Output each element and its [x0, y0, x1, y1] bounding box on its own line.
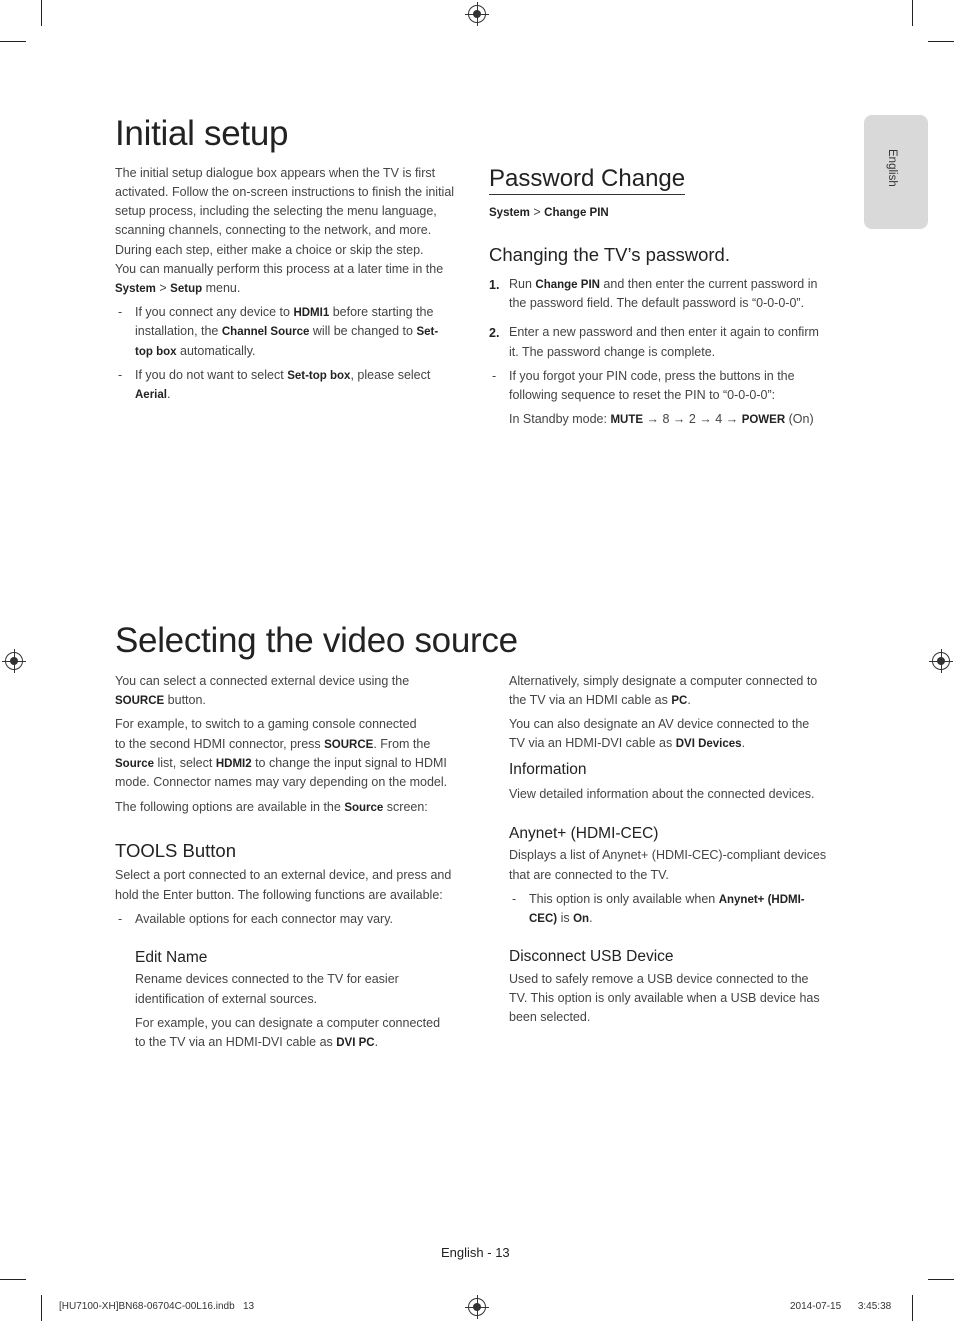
text-span: .: [687, 693, 691, 707]
text-line: For example, to switch to a gaming console connected: [115, 717, 417, 731]
edit-name-title: Edit Name: [135, 949, 208, 966]
text-span: screen:: [383, 800, 428, 814]
step-number: 1.: [489, 278, 500, 292]
crop-mark: [912, 1295, 913, 1321]
text-line: You can select a connected external device using the: [115, 674, 410, 688]
text-line: that are connected to the TV.: [509, 868, 669, 882]
bullet-dash: -: [118, 912, 123, 926]
text-span: menu.: [202, 281, 241, 295]
path-separator: >: [155, 281, 171, 295]
breadcrumb: [489, 203, 609, 224]
registration-mark-icon: [468, 5, 486, 23]
channel-source-label: Channel Source: [221, 326, 310, 338]
text-line: [115, 735, 430, 756]
text-span: If you connect any device to: [135, 305, 294, 319]
text-line: TV. This option is only available when a USB device has: [509, 991, 820, 1005]
note-line: [135, 385, 170, 406]
note-line: [529, 909, 593, 930]
step-line: [509, 275, 817, 296]
text-span: to the second HDMI connector, press: [115, 737, 325, 751]
text-span: .: [741, 736, 746, 750]
text-line: Displays a list of Anynet+ (HDMI-CEC)-compliant devices: [509, 848, 827, 862]
text-span: the TV via an HDMI cable as: [509, 693, 672, 707]
note-line: [135, 303, 433, 324]
text-span: This option is only available when: [529, 892, 719, 906]
text-span: Run: [509, 277, 536, 291]
text-span: and then enter the current password in: [599, 277, 818, 291]
note-line: [135, 342, 256, 363]
text-line: [115, 691, 206, 712]
text-span: before starting the: [329, 305, 434, 319]
text-line: setup process, including the selecting the menu language,: [115, 204, 437, 218]
change-pin-label: Change PIN: [535, 279, 600, 291]
text-line: [135, 1033, 378, 1054]
text-span: button.: [164, 693, 206, 707]
text-line: During each step, either make a choice or skip the step.: [115, 243, 424, 257]
text-span: will be changed to: [309, 324, 417, 338]
registration-mark-icon: [932, 652, 950, 670]
bullet-dash: -: [492, 369, 497, 383]
text-line: You can also designate an AV device connected to the: [509, 717, 810, 731]
text-span: .: [166, 387, 171, 401]
text-line: Select a port connected to an external device, and press and: [115, 868, 452, 882]
menu-path: [115, 279, 240, 300]
crumb-system: System: [489, 207, 530, 219]
step-line: it. The password change is complete.: [509, 345, 716, 359]
video-source-title: Selecting the video source: [115, 621, 518, 660]
step-number: 2.: [489, 326, 500, 340]
text-span: .: [589, 911, 593, 925]
dvi-devices-label: DVI Devices: [675, 738, 742, 750]
crop-mark: [41, 0, 42, 26]
text-line: [509, 734, 745, 755]
text-line: View detailed information about the connected devices.: [509, 787, 815, 801]
note-line: [529, 890, 805, 911]
crop-mark: [0, 41, 26, 42]
note-line: following sequence to reset the PIN to “0-0-0-0”:: [509, 388, 776, 402]
text-span: → 8 → 2 → 4 →: [643, 412, 742, 426]
text-span: In Standby mode:: [509, 412, 611, 426]
anynet-title: Anynet+ (HDMI-CEC): [509, 825, 659, 842]
file-info: [HU7100-XH]BN68-06704C-00L16.indb 13: [59, 1301, 255, 1312]
text-line: For example, you can designate a computer connected: [135, 1016, 441, 1030]
anynet-label: Anynet+ (HDMI-: [718, 894, 805, 906]
text-line: hold the Enter button. The following functions are available:: [115, 888, 443, 902]
registration-mark-icon: [468, 1298, 486, 1316]
text-span: , please select: [350, 368, 431, 382]
text-line: You can manually perform this process at a later time in the: [115, 262, 444, 276]
text-span: automatically.: [176, 344, 256, 358]
print-date: 2014-07-15 3:45:38: [790, 1301, 892, 1312]
hdmi1-label: HDMI1: [293, 307, 330, 319]
text-span: to the TV via an HDMI-DVI cable as: [135, 1035, 337, 1049]
initial-setup-title: Initial setup: [115, 114, 289, 153]
registration-mark-icon: [5, 652, 23, 670]
power-label: POWER: [741, 414, 786, 426]
text-span: . From the: [373, 737, 431, 751]
source-list-label: Source: [115, 758, 154, 770]
text-span: to change the input signal to HDMI: [251, 756, 447, 770]
crop-mark: [41, 1295, 42, 1321]
note-line: Available options for each connector may vary.: [135, 912, 394, 926]
text-span: is: [557, 911, 574, 925]
password-change-title: Password Change: [489, 165, 685, 195]
language-tab: [864, 115, 928, 229]
language-tab-label: English: [886, 149, 898, 187]
disconnect-usb-title: Disconnect USB Device: [509, 948, 674, 965]
page-number: English - 13: [441, 1245, 510, 1260]
text-span: .: [374, 1035, 379, 1049]
text-span: (On): [785, 412, 814, 426]
note-line: [135, 366, 430, 387]
text-line: mode. Connector names may vary depending on the model.: [115, 775, 448, 789]
text-line: [115, 798, 428, 819]
crop-mark: [0, 1279, 26, 1280]
menu-system: System: [115, 283, 156, 295]
path-separator: >: [529, 205, 545, 219]
bullet-dash: -: [512, 892, 517, 906]
source-button-label: SOURCE: [115, 695, 165, 707]
pc-label: PC: [671, 695, 688, 707]
set-top-box-label: Set-top box: [287, 370, 351, 382]
aerial-label: Aerial: [135, 389, 167, 401]
text-span: If you do not want to select: [135, 368, 288, 382]
text-line: been selected.: [509, 1010, 591, 1024]
set-label: Set-: [416, 326, 439, 338]
text-line: scanning channels, connecting to the network, and more.: [115, 223, 432, 237]
hdmi2-label: HDMI2: [215, 758, 252, 770]
source-screen-label: Source: [344, 802, 384, 814]
standby-sequence: [509, 410, 814, 431]
text-line: identification of external sources.: [135, 992, 318, 1006]
text-line: [115, 754, 447, 775]
password-subtitle: Changing the TV’s password.: [489, 244, 730, 265]
text-span: installation, the: [135, 324, 222, 338]
text-line: Alternatively, simply designate a computer connected to: [509, 674, 818, 688]
tools-button-title: TOOLS Button: [115, 840, 236, 861]
mute-label: MUTE: [610, 414, 644, 426]
cec-label: CEC): [529, 913, 558, 925]
information-title: Information: [509, 761, 587, 778]
bullet-dash: -: [118, 368, 123, 382]
top-box-label: top box: [135, 346, 177, 358]
text-line: [509, 691, 691, 712]
text-line: Used to safely remove a USB device connected to the: [509, 972, 809, 986]
note-line: [135, 322, 438, 343]
crop-mark: [928, 41, 954, 42]
text-span: list, select: [154, 756, 216, 770]
text-line: activated. Follow the on-screen instructions to finish the initial: [115, 185, 455, 199]
dvi-pc-label: DVI PC: [336, 1037, 375, 1049]
bullet-dash: -: [118, 305, 123, 319]
text-line: The initial setup dialogue box appears when the TV is first: [115, 166, 436, 180]
on-label: On: [573, 913, 590, 925]
step-line: Enter a new password and then enter it again to confirm: [509, 325, 819, 339]
crop-mark: [928, 1279, 954, 1280]
menu-setup: Setup: [170, 283, 203, 295]
text-line: Rename devices connected to the TV for easier: [135, 972, 399, 986]
text-span: TV via an HDMI-DVI cable as: [509, 736, 676, 750]
crop-mark: [912, 0, 913, 26]
source-button-label: SOURCE: [324, 739, 374, 751]
note-line: If you forgot your PIN code, press the buttons in the: [509, 369, 795, 383]
text-span: The following options are available in the: [115, 800, 345, 814]
crumb-change-pin: Change PIN: [544, 207, 609, 219]
step-line: the password field. The default password is “0-0-0-0”.: [509, 296, 805, 310]
